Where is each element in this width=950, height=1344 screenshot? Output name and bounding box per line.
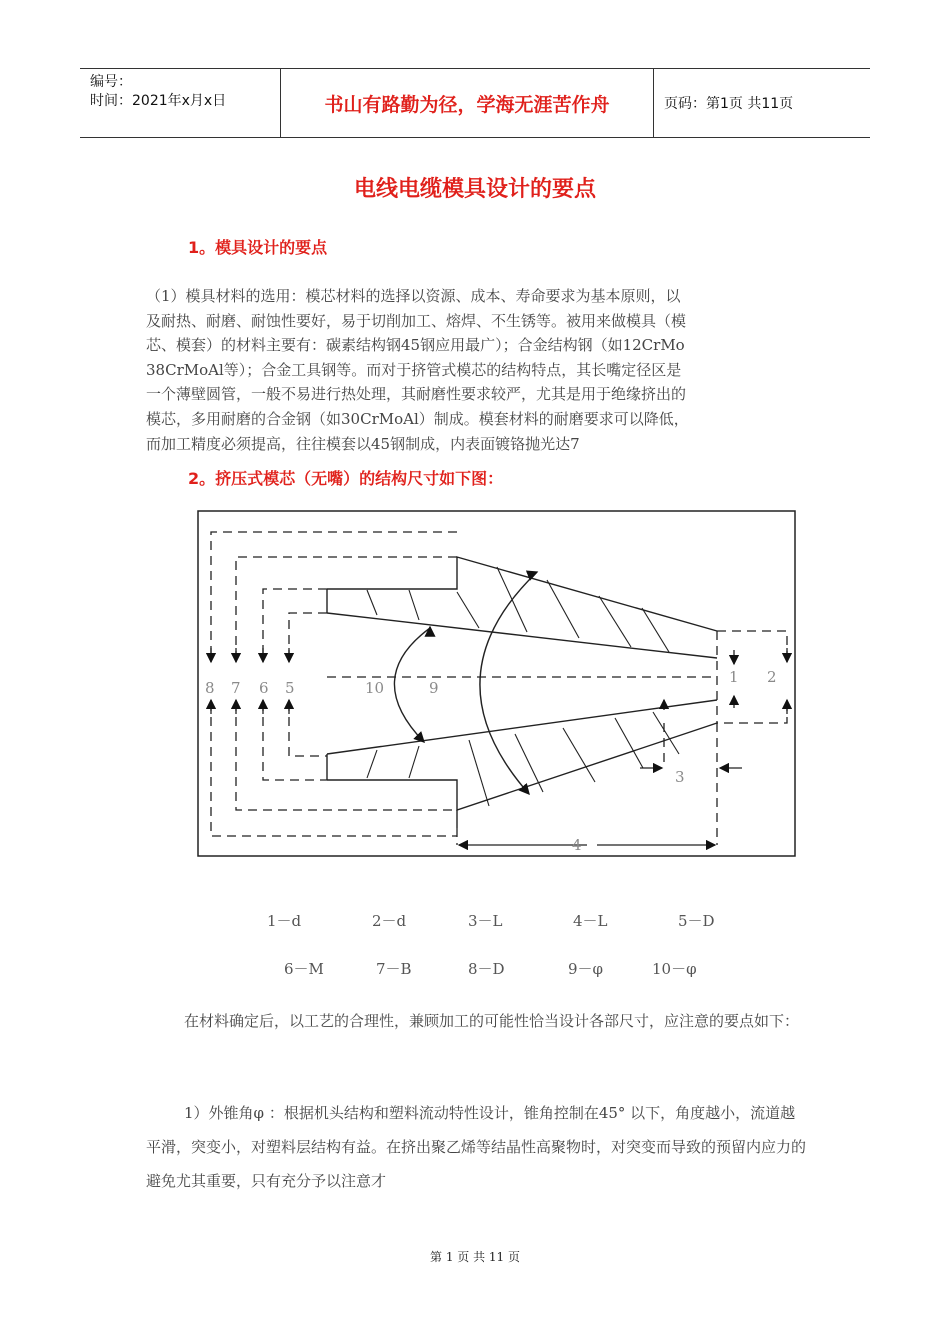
die-outline bbox=[327, 557, 717, 828]
legend-item: 6－M bbox=[284, 960, 324, 978]
page-title: 电线电缆模具设计的要点 bbox=[353, 177, 596, 202]
label-3: 3 bbox=[675, 768, 685, 786]
hatching bbox=[367, 567, 679, 806]
section1-heading: 1。模具设计的要点 bbox=[188, 238, 328, 257]
label-4: 4 bbox=[572, 836, 582, 854]
die-core-diagram bbox=[197, 510, 797, 858]
dimension-lines bbox=[211, 532, 787, 845]
section1-line: 及耐热、耐磨、耐蚀性要好，易于切削加工、熔焊、不生锈等。被用来做模具（模 bbox=[146, 311, 687, 330]
label-9: 9 bbox=[429, 679, 439, 697]
legend-item: 3－L bbox=[468, 912, 503, 930]
header-meta bbox=[80, 69, 281, 137]
legend-item: 5－D bbox=[678, 912, 715, 930]
label-5: 5 bbox=[285, 679, 295, 697]
legend-item: 8－D bbox=[468, 960, 505, 978]
paragraph-design-notes: 在材料确定后，以工艺的合理性，兼顾加工的可能性恰当设计各部尺寸，应注意的要点如下： bbox=[184, 1012, 800, 1030]
label-8: 8 bbox=[205, 679, 215, 697]
legend-item: 4－L bbox=[573, 912, 608, 930]
label-2: 2 bbox=[767, 668, 777, 686]
label-6: 6 bbox=[259, 679, 269, 697]
legend-item: 9－φ bbox=[568, 960, 604, 978]
label-1: 1 bbox=[729, 668, 739, 686]
header-table bbox=[80, 68, 870, 138]
page-footer: 第 1 页 共 11 页 bbox=[430, 1250, 520, 1264]
legend-item: 1－d bbox=[267, 912, 302, 930]
time-label: 时间：2021年x月x日 bbox=[90, 93, 227, 109]
section2-heading: 2。挤压式模芯（无嘴）的结构尺寸如下图： bbox=[188, 469, 504, 488]
header-motto: 书山有路勤为径，学海无涯苦作舟 bbox=[281, 69, 654, 137]
section1-paragraph bbox=[146, 284, 806, 456]
label-10: 10 bbox=[365, 679, 385, 697]
label-7: 7 bbox=[231, 679, 241, 697]
legend-item: 10－φ bbox=[652, 960, 697, 978]
number-label: 编号： bbox=[90, 74, 132, 90]
legend-item: 7－B bbox=[376, 960, 412, 978]
header-page-info: 页码：第1页 共11页 bbox=[664, 96, 794, 112]
paragraph-outer-cone-angle: 1）外锥角φ ：根据机头结构和塑料流动特性设计，锥角控制在45° 以下，角度越小，流道越平滑，突变小，对塑料层结构有益。在挤出聚乙烯等结晶性高聚物时，对突变而导致的预留内应力的避免尤其重要，只有充分予以注意才 bbox=[146, 1104, 807, 1190]
section1-line: 38CrMoAl等）；合金工具钢等。而对于挤管式模芯的结构特点，其长嘴定径区是 bbox=[146, 360, 682, 379]
section1-line: 芯、模套）的材料主要有：碳素结构钢45钢应用最广）；合金结构钢（如12CrMo bbox=[146, 336, 685, 355]
section1-line: （1）模具材料的选用：模芯材料的选择以资源、成本、寿命要求为基本原则，以 bbox=[146, 287, 681, 305]
section1-line: 而加工精度必须提高，往往模套以45钢制成，内表面镀铬抛光达7 bbox=[146, 434, 580, 453]
legend-item: 2－d bbox=[372, 912, 407, 930]
section1-line: 一个薄壁圆管，一般不易进行热处理，其耐磨性要求较严，尤其是用于绝缘挤出的 bbox=[146, 385, 687, 404]
section1-line: 模芯，多用耐磨的合金钢（如30CrMoAl）制成。模套材料的耐磨要求可以降低， bbox=[146, 409, 689, 428]
